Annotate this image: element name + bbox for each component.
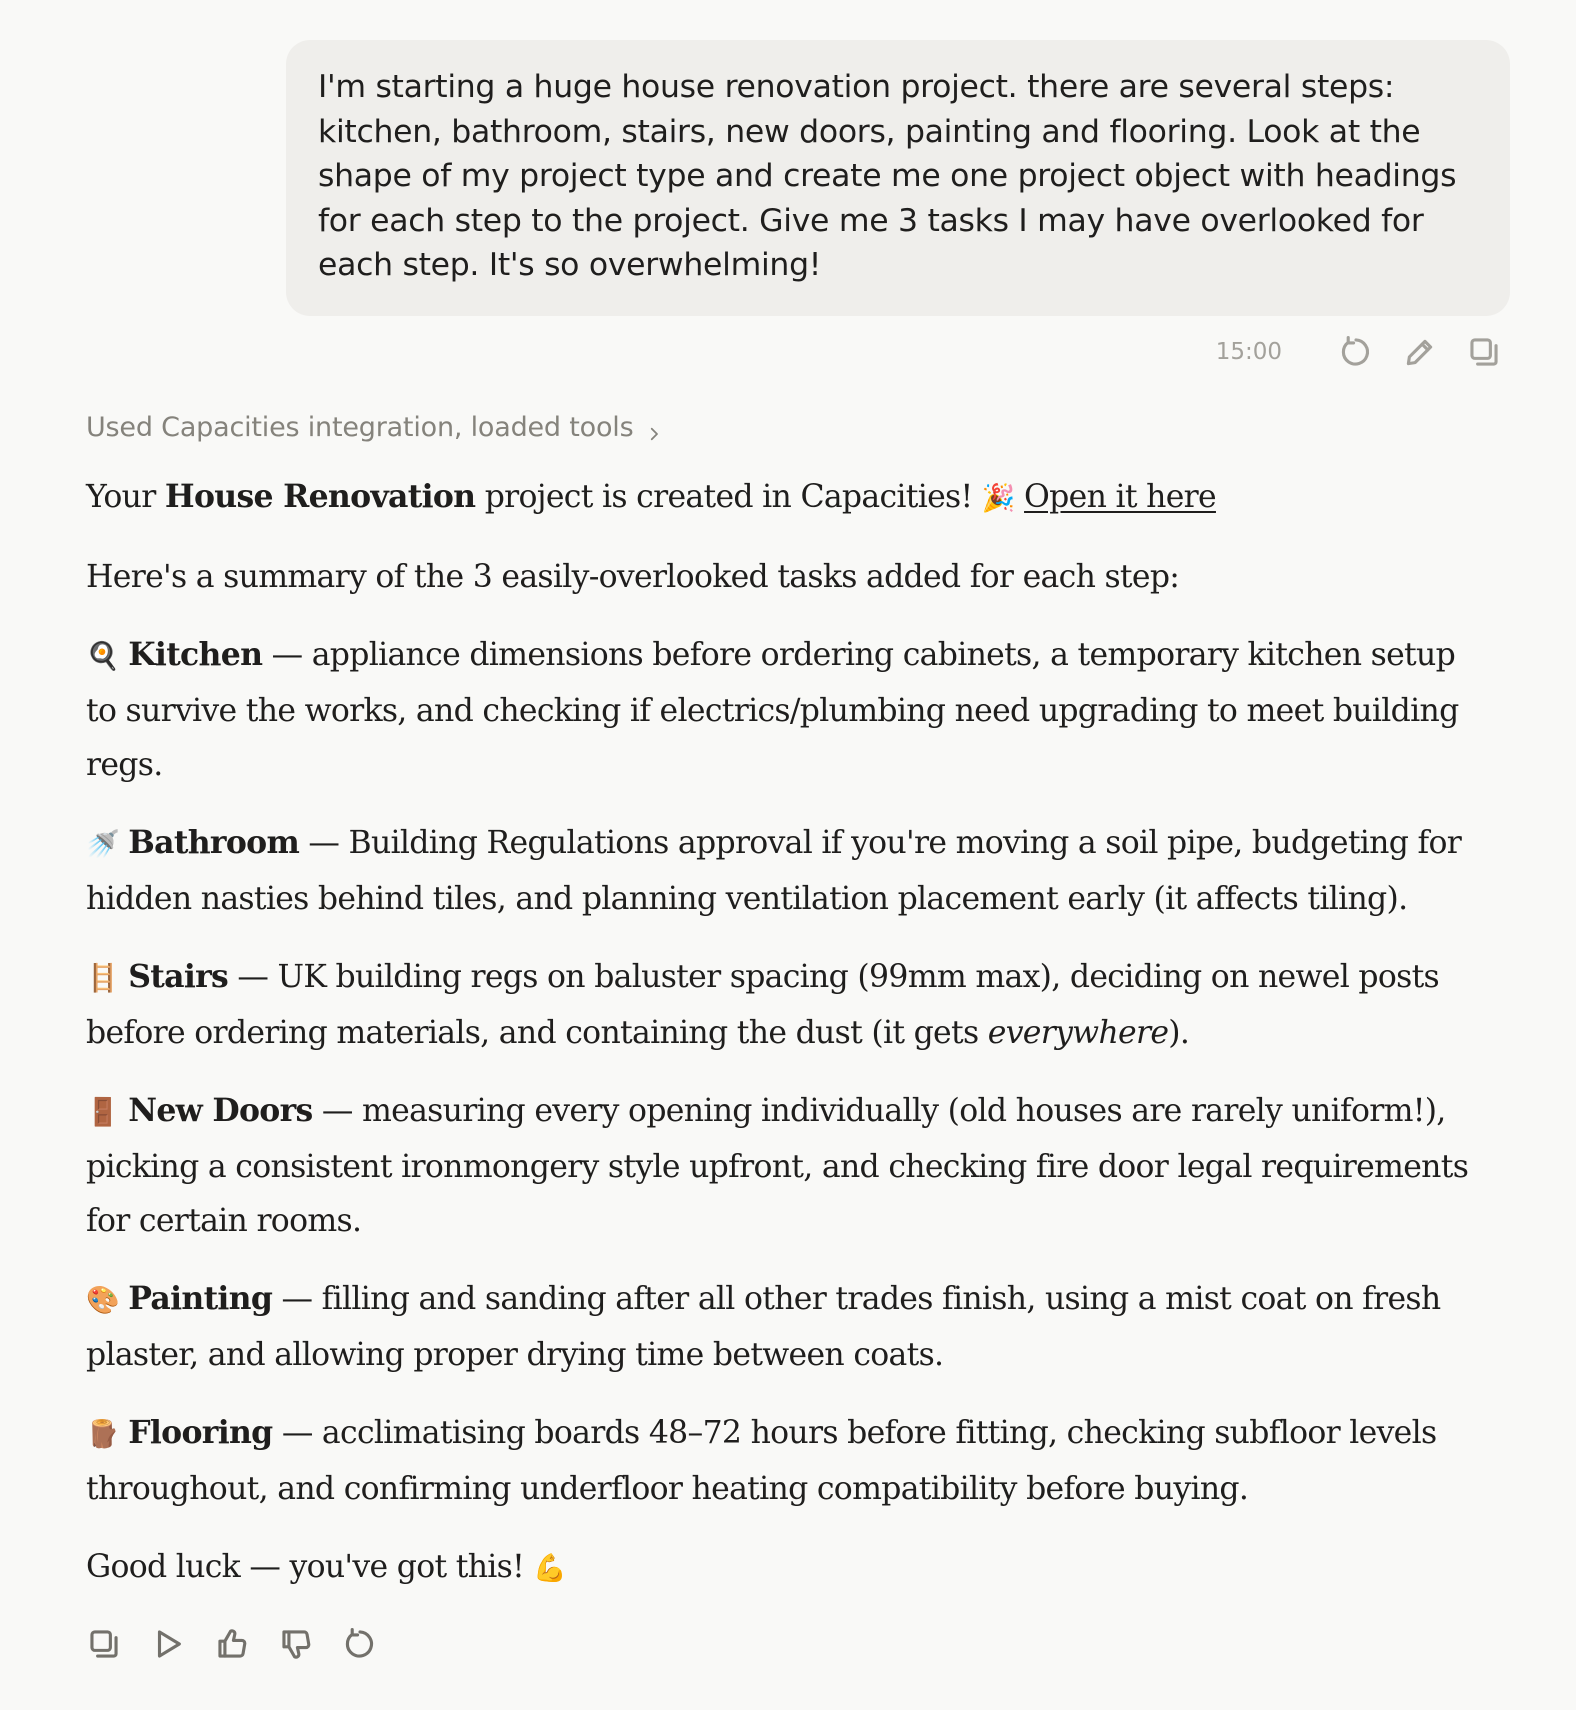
response-actions xyxy=(84,1624,404,1664)
copy-response-button[interactable] xyxy=(84,1624,124,1664)
thumbs-up-icon xyxy=(215,1627,249,1661)
response-summary: Here's a summary of the 3 easily-overlooked tasks added for each step: xyxy=(86,559,1180,595)
copy-icon xyxy=(87,1627,121,1661)
tool-usage-label: Used Capacities integration, loaded tools xyxy=(86,412,634,443)
edit-button[interactable] xyxy=(1400,332,1440,372)
read-aloud-button[interactable] xyxy=(148,1624,188,1664)
step-bathroom xyxy=(86,816,1486,926)
step-new-doors xyxy=(86,1084,1486,1248)
step-painting xyxy=(86,1272,1486,1382)
thumbs-down-icon xyxy=(279,1627,313,1661)
step-text: — UK building regs on baluster spacing (99mm max), deciding on newel posts before ordering materials, and containing the dust (it gets xyxy=(86,959,1440,1051)
step-text: — appliance dimensions before ordering cabinets, a temporary kitchen setup to survive the works, and checking if electrics/plumbing need upgrading to meet building regs. xyxy=(86,637,1459,783)
assistant-response xyxy=(86,470,1486,1620)
copy-icon xyxy=(1467,335,1501,369)
shower-icon: 🚿 xyxy=(86,829,119,860)
ladder-icon: 🪜 xyxy=(86,963,119,994)
step-title: Bathroom xyxy=(128,824,300,861)
step-stairs: 🪜 Stairs — UK building regs on baluster spacing (99mm max), deciding on newel posts before ordering materials, and containing the dust (it gets everywhere). xyxy=(86,958,1440,1051)
response-closing: Good luck — you've got this! 💪 xyxy=(86,1549,567,1585)
step-title: Stairs xyxy=(128,958,229,995)
door-icon: 🚪 xyxy=(86,1097,119,1128)
open-project-link[interactable]: Open it here xyxy=(1024,479,1216,515)
project-name: House Renovation xyxy=(164,478,476,515)
retry-icon xyxy=(343,1627,377,1661)
message-timestamp: 15:00 xyxy=(1215,339,1282,365)
play-icon xyxy=(151,1627,185,1661)
retry-button[interactable] xyxy=(1336,332,1376,372)
step-text: — measuring every opening individually (old houses are rarely uniform!), picking a consistent ironmongery style upfront, and checking fire door legal requirements for certain rooms. xyxy=(86,1093,1469,1239)
tool-usage-toggle[interactable] xyxy=(86,412,663,443)
retry-icon xyxy=(1339,335,1373,369)
step-title: Flooring xyxy=(128,1414,273,1451)
pencil-icon xyxy=(1403,335,1437,369)
step-text: — acclimatising boards 48–72 hours before fitting, checking subfloor levels throughout, and confirming underfloor heating compatibility before buying. xyxy=(86,1415,1437,1507)
user-message-actions xyxy=(1216,332,1504,372)
step-title: Kitchen xyxy=(128,636,263,673)
wood-icon: 🪵 xyxy=(86,1419,119,1450)
step-kitchen xyxy=(86,628,1486,792)
step-title: New Doors xyxy=(128,1092,313,1129)
step-flooring xyxy=(86,1406,1486,1516)
user-message-text: I'm starting a huge house renovation project. there are several steps: kitchen, bathroom, stairs, new doors, painting and flooring. Look at the shape of my project type and create me one project object with headings for each step to the project. Give me 3 tasks I may have overlooked for each step. It's so overwhelming! xyxy=(318,69,1457,284)
step-text: — Building Regulations approval if you're moving a soil pipe, budgeting for hidden nasties behind tiles, and planning ventilation placement early (it affects tiling). xyxy=(86,825,1462,917)
flexed-biceps-icon: 💪 xyxy=(533,1553,567,1584)
copy-button[interactable] xyxy=(1464,332,1504,372)
step-italic: everywhere xyxy=(987,1015,1169,1051)
party-popper-icon: 🎉 xyxy=(981,483,1015,514)
response-intro: Your House Renovation project is created in Capacities! 🎉 Open it here xyxy=(86,478,1216,515)
palette-icon: 🎨 xyxy=(86,1285,119,1316)
thumbs-down-button[interactable] xyxy=(276,1624,316,1664)
chevron-right-icon xyxy=(645,419,663,437)
retry-response-button[interactable] xyxy=(340,1624,380,1664)
user-message-bubble xyxy=(286,40,1510,316)
step-text: — filling and sanding after all other trades finish, using a mist coat on fresh plaster, and allowing proper drying time between coats. xyxy=(86,1281,1441,1373)
frying-pan-icon: 🍳 xyxy=(86,641,119,672)
step-title: Painting xyxy=(128,1280,273,1317)
thumbs-up-button[interactable] xyxy=(212,1624,252,1664)
